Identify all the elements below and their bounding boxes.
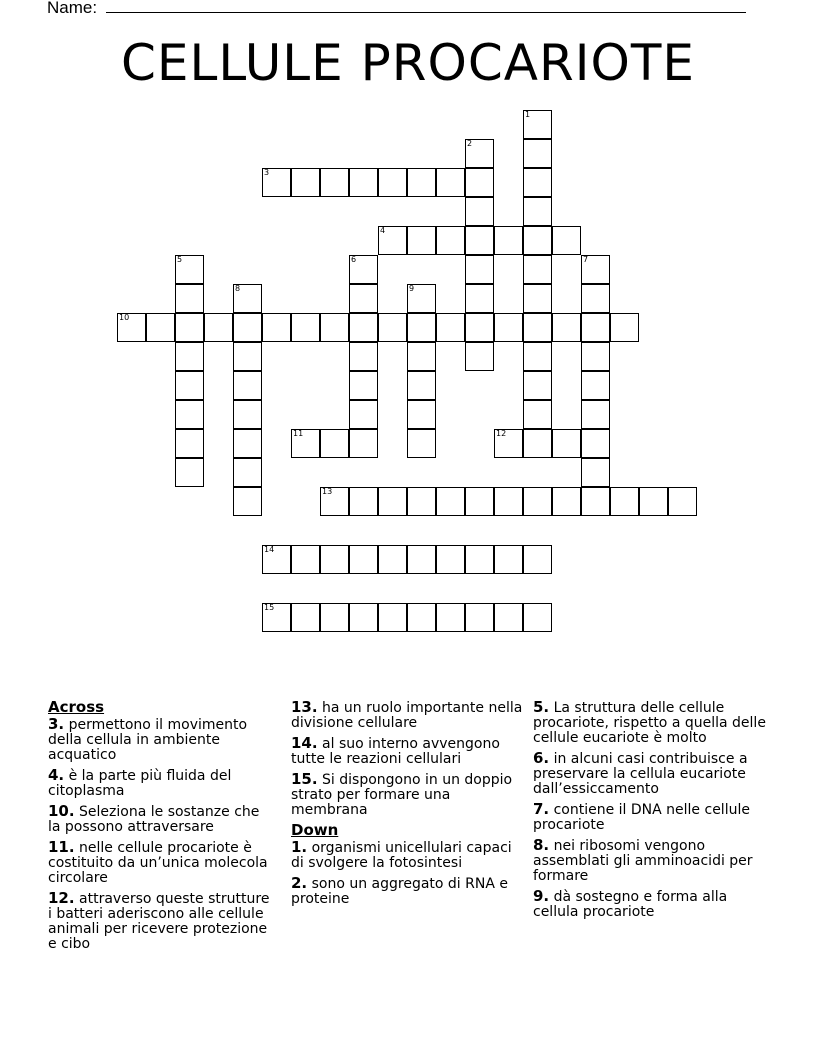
- grid-cell[interactable]: [436, 226, 465, 255]
- clue-item: [291, 876, 523, 907]
- grid-cell[interactable]: [291, 168, 320, 197]
- grid-cell[interactable]: [349, 400, 378, 429]
- grid-cell[interactable]: [581, 313, 610, 342]
- clue-number: 7: [583, 255, 589, 264]
- clue-number-label: 8.: [533, 836, 550, 854]
- page-title: CELLULE PROCARIOTE: [120, 34, 695, 92]
- grid-cell[interactable]: [581, 487, 610, 516]
- grid-cell[interactable]: [175, 255, 204, 284]
- grid-cell[interactable]: [175, 313, 204, 342]
- clue-text: nei ribosomi vengono assemblati gli amminoacidi per formare: [533, 838, 753, 884]
- grid-cell[interactable]: [523, 197, 552, 226]
- clue-item: [533, 700, 773, 746]
- grid-cell[interactable]: [523, 110, 552, 139]
- grid-cell[interactable]: [465, 226, 494, 255]
- grid-cell[interactable]: [494, 226, 523, 255]
- clue-number-label: 15.: [291, 770, 318, 788]
- grid-cell[interactable]: [610, 487, 639, 516]
- down-heading: Down: [291, 821, 339, 839]
- grid-cell[interactable]: [552, 487, 581, 516]
- clue-item: [291, 736, 523, 767]
- grid-cell[interactable]: [291, 603, 320, 632]
- clue-number: 5: [177, 255, 183, 264]
- clue-item: [48, 891, 276, 952]
- clue-number-label: 14.: [291, 734, 318, 752]
- clue-number-label: 3.: [48, 715, 65, 733]
- grid-cell[interactable]: [407, 487, 436, 516]
- clue-number-label: 5.: [533, 698, 550, 716]
- grid-cell[interactable]: [465, 255, 494, 284]
- clues-column-1: [48, 700, 276, 957]
- clue-number-label: 7.: [533, 800, 550, 818]
- grid-cell[interactable]: [523, 226, 552, 255]
- clue-item: [533, 802, 773, 833]
- grid-cell[interactable]: [436, 545, 465, 574]
- grid-cell[interactable]: [523, 487, 552, 516]
- grid-cell[interactable]: [407, 603, 436, 632]
- grid-cell[interactable]: [407, 371, 436, 400]
- clue-number: 3: [264, 168, 270, 177]
- grid-cell[interactable]: [233, 400, 262, 429]
- grid-cell[interactable]: [494, 545, 523, 574]
- grid-cell[interactable]: [465, 487, 494, 516]
- clue-number: 10: [119, 313, 130, 322]
- grid-cell[interactable]: [494, 313, 523, 342]
- grid-cell[interactable]: [436, 168, 465, 197]
- grid-cell[interactable]: [668, 487, 697, 516]
- grid-cell[interactable]: [523, 139, 552, 168]
- clue-text: attraverso queste strutture i batteri aderiscono alle cellule animali per ricevere protezione e cibo: [48, 891, 270, 952]
- clue-item: [533, 889, 773, 920]
- grid-cell[interactable]: [262, 313, 291, 342]
- grid-cell[interactable]: [407, 545, 436, 574]
- grid-cell[interactable]: [291, 545, 320, 574]
- grid-cell[interactable]: [378, 603, 407, 632]
- grid-cell[interactable]: [262, 168, 291, 197]
- grid-cell[interactable]: [349, 255, 378, 284]
- clue-text: permettono il movimento della cellula in ambiente acquatico: [48, 717, 248, 763]
- grid-cell[interactable]: [407, 342, 436, 371]
- grid-cell[interactable]: [639, 487, 668, 516]
- grid-cell[interactable]: [552, 226, 581, 255]
- clue-number: 15: [264, 603, 275, 612]
- grid-cell[interactable]: [349, 313, 378, 342]
- clue-text: La struttura delle cellule procariote, rispetto a quella delle cellule eucariote è molto: [533, 700, 766, 746]
- grid-cell[interactable]: [465, 545, 494, 574]
- grid-cell[interactable]: [436, 487, 465, 516]
- grid-cell[interactable]: [262, 545, 291, 574]
- grid-cell[interactable]: [233, 429, 262, 458]
- grid-cell[interactable]: [291, 429, 320, 458]
- grid-cell[interactable]: [494, 487, 523, 516]
- grid-cell[interactable]: [349, 487, 378, 516]
- grid-cell[interactable]: [523, 284, 552, 313]
- clue-text: è la parte più fluida del citoplasma: [48, 768, 232, 799]
- clue-item: [48, 768, 276, 799]
- grid-cell[interactable]: [117, 313, 146, 342]
- grid-cell[interactable]: [407, 168, 436, 197]
- grid-cell[interactable]: [407, 313, 436, 342]
- grid-cell[interactable]: [581, 255, 610, 284]
- grid-cell[interactable]: [349, 429, 378, 458]
- grid-cell[interactable]: [233, 284, 262, 313]
- grid-cell[interactable]: [378, 545, 407, 574]
- grid-cell[interactable]: [581, 371, 610, 400]
- clue-item: [48, 804, 276, 835]
- grid-cell[interactable]: [552, 313, 581, 342]
- grid-cell[interactable]: [465, 603, 494, 632]
- clue-number-label: 10.: [48, 802, 75, 820]
- grid-cell[interactable]: [320, 487, 349, 516]
- across-heading: Across: [48, 698, 105, 716]
- grid-cell[interactable]: [465, 139, 494, 168]
- grid-cell[interactable]: [523, 400, 552, 429]
- clue-number-label: 13.: [291, 698, 318, 716]
- clue-text: dà sostegno e forma alla cellula procariote: [533, 889, 728, 920]
- clue-number: 4: [380, 226, 386, 235]
- clue-number: 6: [351, 255, 357, 264]
- clues-column-3: [533, 700, 773, 925]
- grid-cell[interactable]: [465, 342, 494, 371]
- clue-number-label: 11.: [48, 838, 75, 856]
- clue-item: [291, 772, 523, 818]
- grid-cell[interactable]: [349, 371, 378, 400]
- grid-cell[interactable]: [175, 284, 204, 313]
- clue-item: [48, 717, 276, 763]
- clue-number-label: 6.: [533, 749, 550, 767]
- clues-column-2: [291, 700, 523, 912]
- grid-cell[interactable]: [291, 313, 320, 342]
- grid-cell[interactable]: [175, 371, 204, 400]
- clue-number: 1: [525, 110, 531, 119]
- clue-number: 12: [496, 429, 507, 438]
- grid-cell[interactable]: [407, 226, 436, 255]
- grid-cell[interactable]: [175, 342, 204, 371]
- clue-text: in alcuni casi contribuisce a preservare la cellula eucariote dall’essiccamento: [533, 751, 748, 797]
- grid-cell[interactable]: [494, 603, 523, 632]
- clue-text: ha un ruolo importante nella divisione cellulare: [291, 700, 523, 731]
- grid-cell[interactable]: [465, 197, 494, 226]
- clue-item: [48, 840, 276, 886]
- clue-text: al suo interno avvengono tutte le reazioni cellulari: [291, 736, 500, 767]
- grid-cell[interactable]: [378, 168, 407, 197]
- grid-cell[interactable]: [349, 545, 378, 574]
- grid-cell[interactable]: [523, 168, 552, 197]
- grid-cell[interactable]: [523, 342, 552, 371]
- clue-number-label: 2.: [291, 874, 308, 892]
- grid-cell[interactable]: [523, 255, 552, 284]
- grid-cell[interactable]: [320, 603, 349, 632]
- grid-cell[interactable]: [523, 603, 552, 632]
- grid-cell[interactable]: [320, 429, 349, 458]
- clue-number-label: 9.: [533, 887, 550, 905]
- grid-cell[interactable]: [378, 487, 407, 516]
- grid-cell[interactable]: [407, 400, 436, 429]
- grid-cell[interactable]: [349, 603, 378, 632]
- clue-number-label: 4.: [48, 766, 65, 784]
- grid-cell[interactable]: [523, 371, 552, 400]
- grid-cell[interactable]: [523, 545, 552, 574]
- grid-cell[interactable]: [320, 168, 349, 197]
- grid-cell[interactable]: [349, 168, 378, 197]
- clue-text: nelle cellule procariote è costituito da un’unica molecola circolare: [48, 840, 268, 886]
- grid-cell[interactable]: [407, 284, 436, 313]
- grid-cell[interactable]: [320, 545, 349, 574]
- clue-item: [533, 751, 773, 797]
- clue-number: 13: [322, 487, 333, 496]
- grid-cell[interactable]: [175, 458, 204, 487]
- grid-cell[interactable]: [349, 284, 378, 313]
- grid-cell[interactable]: [378, 313, 407, 342]
- grid-cell[interactable]: [233, 313, 262, 342]
- clue-number: 14: [264, 545, 275, 554]
- grid-cell[interactable]: [523, 313, 552, 342]
- grid-cell[interactable]: [581, 342, 610, 371]
- name-label: Name:: [47, 0, 102, 17]
- clue-number: 2: [467, 139, 473, 148]
- clue-number: 9: [409, 284, 415, 293]
- grid-cell[interactable]: [494, 429, 523, 458]
- clue-text: contiene il DNA nelle cellule procariote: [533, 802, 750, 833]
- clue-number: 8: [235, 284, 241, 293]
- grid-cell[interactable]: [233, 458, 262, 487]
- grid-cell[interactable]: [465, 284, 494, 313]
- grid-cell[interactable]: [233, 487, 262, 516]
- grid-cell[interactable]: [262, 603, 291, 632]
- grid-cell[interactable]: [436, 603, 465, 632]
- grid-cell[interactable]: [552, 429, 581, 458]
- grid-cell[interactable]: [581, 284, 610, 313]
- grid-cell[interactable]: [465, 313, 494, 342]
- clue-text: Si dispongono in un doppio strato per formare una membrana: [291, 772, 513, 818]
- grid-cell[interactable]: [436, 313, 465, 342]
- clue-text: organismi unicellulari capaci di svolgere la fotosintesi: [291, 840, 512, 871]
- grid-cell[interactable]: [581, 400, 610, 429]
- clue-item: [533, 838, 773, 884]
- clue-text: sono un aggregato di RNA e proteine: [291, 876, 508, 907]
- grid-cell[interactable]: [175, 429, 204, 458]
- grid-cell[interactable]: [175, 400, 204, 429]
- clue-item: [291, 700, 523, 731]
- grid-cell[interactable]: [233, 342, 262, 371]
- clue-number-label: 12.: [48, 889, 75, 907]
- grid-cell[interactable]: [146, 313, 175, 342]
- grid-cell[interactable]: [349, 342, 378, 371]
- grid-cell[interactable]: [581, 458, 610, 487]
- grid-cell[interactable]: [465, 168, 494, 197]
- grid-cell[interactable]: [378, 226, 407, 255]
- clue-number-label: 1.: [291, 838, 308, 856]
- grid-cell[interactable]: [407, 429, 436, 458]
- grid-cell[interactable]: [581, 429, 610, 458]
- clue-text: Seleziona le sostanze che la possono attraversare: [48, 804, 260, 835]
- grid-cell[interactable]: [204, 313, 233, 342]
- grid-cell[interactable]: [523, 429, 552, 458]
- clue-number: 11: [293, 429, 304, 438]
- grid-cell[interactable]: [320, 313, 349, 342]
- clue-item: [291, 840, 523, 871]
- grid-cell[interactable]: [610, 313, 639, 342]
- grid-cell[interactable]: [233, 371, 262, 400]
